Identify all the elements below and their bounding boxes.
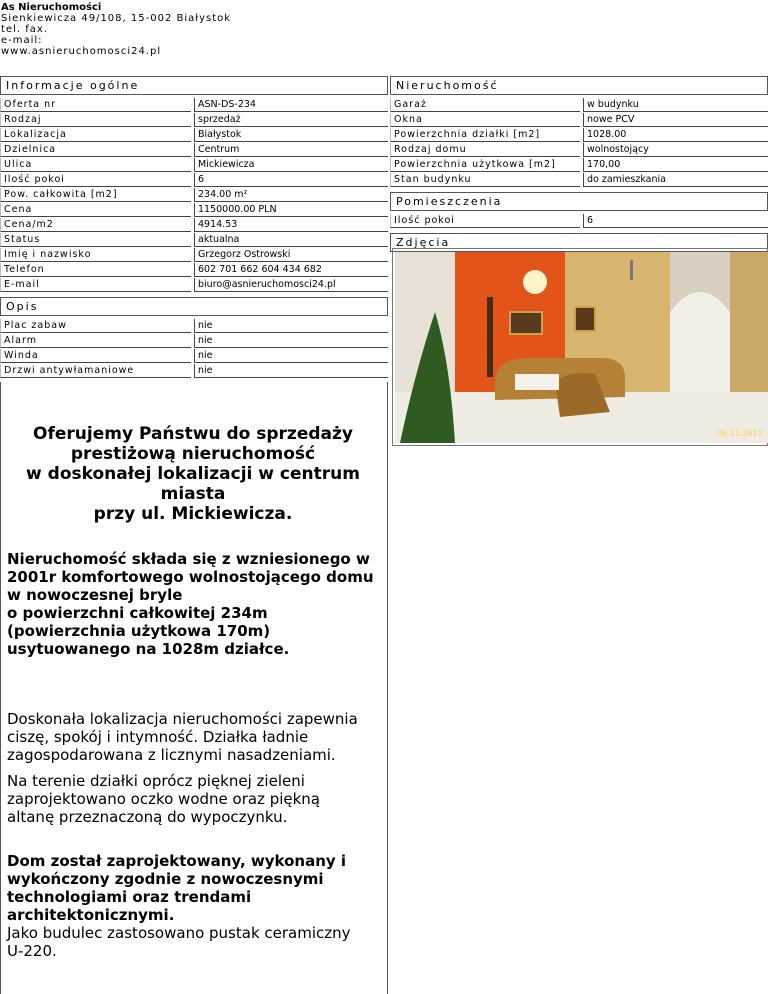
photo-date-stamp: 06.11.2012 — [717, 429, 763, 438]
table-row — [0, 233, 388, 247]
table-row — [0, 278, 388, 292]
headline-line: miasta — [160, 484, 226, 504]
table-row — [0, 364, 388, 378]
table-row — [0, 263, 388, 277]
agency-website[interactable]: www.asnieruchomosci24.pl — [1, 46, 162, 57]
opis-table — [0, 319, 388, 378]
row-label: E-mail — [0, 278, 191, 292]
row-value: 6 — [194, 173, 388, 187]
section-title-rooms: Pomieszczenia — [390, 192, 768, 211]
table-row — [0, 334, 388, 348]
paragraph-line: Doskonała lokalizacja nieruchomości zapewnia — [7, 710, 358, 728]
row-label: Alarm — [0, 334, 191, 348]
paragraph-line: technologiami oraz trendami — [7, 888, 252, 906]
paragraph-line: altanę przeznaczoną do wypoczynku. — [7, 808, 288, 826]
table-row — [0, 188, 388, 202]
row-value: aktualna — [194, 233, 388, 247]
table-row — [390, 113, 768, 127]
row-value: wolnostojący — [583, 143, 768, 157]
paragraph-line: (powierzchnia użytkowa 170m) — [7, 622, 271, 640]
row-label: Ulica — [0, 158, 191, 172]
row-label: Winda — [0, 349, 191, 363]
headline-line: przy ul. Mickiewicza. — [93, 504, 293, 524]
table-row — [0, 248, 388, 262]
description-paragraph-1 — [7, 550, 379, 658]
paragraph-line: 2001r komfortowego wolnostojącego domu — [7, 568, 374, 586]
row-value: 1150000.00 PLN — [194, 203, 388, 217]
row-label: Ilość pokoi — [0, 173, 191, 187]
table-row — [390, 143, 768, 157]
row-value: 4914.53 — [194, 218, 388, 232]
agency-phone: tel. fax. — [1, 24, 48, 35]
agency-name: As Nieruchomości — [1, 2, 102, 13]
table-row — [0, 128, 388, 142]
paragraph-line: U-220. — [7, 942, 57, 960]
photo-frame — [392, 248, 768, 446]
row-label: Drzwi antywłamaniowe — [0, 364, 191, 378]
section-title-photos: Zdjęcia — [390, 233, 768, 252]
general-table — [0, 98, 388, 292]
living-room-photo-illustration — [395, 252, 768, 443]
section-title-opis: Opis — [0, 297, 388, 316]
row-value: 1028.00 — [583, 128, 768, 142]
row-value: w budynku — [583, 98, 768, 112]
rooms-table — [390, 214, 768, 228]
row-value: ASN-DS-234 — [194, 98, 388, 112]
paragraph-line: usytuowanego na 1028m działce. — [7, 640, 290, 658]
paragraph-line: ciszę, spokój i intymność. Działka ładnie — [7, 728, 309, 746]
row-value: nie — [194, 349, 388, 363]
table-row — [0, 319, 388, 333]
property-photo[interactable] — [395, 252, 768, 443]
row-label: Okna — [390, 113, 580, 127]
row-label: Powierzchnia użytkowa [m2] — [390, 158, 580, 172]
row-label: Powierzchnia działki [m2] — [390, 128, 580, 142]
row-value: 6 — [583, 214, 768, 228]
row-label: Telefon — [0, 263, 191, 277]
row-label: Stan budynku — [390, 173, 580, 187]
table-row — [0, 349, 388, 363]
row-label: Cena/m2 — [0, 218, 191, 232]
description-paragraph-4 — [7, 852, 379, 960]
headline-line: prestiżową nieruchomość — [70, 444, 316, 464]
section-title-property: Nieruchomość — [390, 76, 768, 95]
paragraph-line: w nowoczesnej bryle — [7, 586, 183, 604]
row-label: Oferta nr — [0, 98, 191, 112]
paragraph-line: zagospodarowana z licznymi nasadzeniami. — [7, 746, 336, 764]
table-row — [0, 143, 388, 157]
row-label: Imię i nazwisko — [0, 248, 191, 262]
paragraph-line: o powierzchni całkowitej 234m — [7, 604, 268, 622]
property-table — [390, 98, 768, 187]
row-value: Grzegorz Ostrowski — [194, 248, 388, 262]
row-value: Mickiewicza — [194, 158, 388, 172]
paragraph-line: wykończony zgodnie z nowoczesnymi — [7, 870, 324, 888]
agency-address: Sienkiewicza 49/108, 15-002 Białystok — [1, 13, 232, 24]
row-value: 602 701 662 604 434 682 — [194, 263, 388, 277]
table-row — [390, 128, 768, 142]
row-value: Centrum — [194, 143, 388, 157]
paragraph-line: zaprojektowano oczko wodne oraz piękną — [7, 790, 321, 808]
row-value: nowe PCV — [583, 113, 768, 127]
table-row — [390, 158, 768, 172]
description-box — [0, 382, 388, 994]
right-column — [390, 76, 768, 255]
table-row — [0, 218, 388, 232]
paragraph-line: Na terenie działki oprócz pięknej zieleni — [7, 772, 305, 790]
row-label: Plac zabaw — [0, 319, 191, 333]
left-column — [0, 76, 388, 379]
description-paragraph-3 — [7, 772, 379, 826]
row-label: Lokalizacja — [0, 128, 191, 142]
agency-email: e-mail: — [1, 35, 43, 46]
table-row — [390, 214, 768, 228]
paragraph-line: architektonicznymi. — [7, 906, 175, 924]
row-label: Ilość pokoi — [390, 214, 580, 228]
description-paragraph-2 — [7, 710, 379, 764]
row-value[interactable]: biuro@asnieruchomosci24.pl — [194, 278, 388, 292]
table-row — [0, 113, 388, 127]
row-label: Cena — [0, 203, 191, 217]
row-label: Rodzaj domu — [390, 143, 580, 157]
row-value: 234.00 m² — [194, 188, 388, 202]
headline-line: Oferujemy Państwu do sprzedaży — [33, 424, 353, 444]
row-value: nie — [194, 334, 388, 348]
table-row — [0, 158, 388, 172]
row-label: Dzielnica — [0, 143, 191, 157]
row-value: sprzedaż — [194, 113, 388, 127]
description-headline — [7, 424, 379, 524]
row-label: Rodzaj — [0, 113, 191, 127]
row-value: 170,00 — [583, 158, 768, 172]
table-row — [390, 98, 768, 112]
row-value: do zamieszkania — [583, 173, 768, 187]
paragraph-line: Dom został zaprojektowany, wykonany i — [7, 852, 347, 870]
table-row — [390, 173, 768, 187]
paragraph-line: Jako budulec zastosowano pustak ceramiczny — [7, 924, 351, 942]
section-title-general: Informacje ogólne — [0, 76, 388, 95]
row-label: Garaż — [390, 98, 580, 112]
table-row — [0, 98, 388, 112]
paragraph-line: Nieruchomość składa się z wzniesionego w — [7, 550, 370, 568]
headline-line: w doskonałej lokalizacji w centrum — [26, 464, 360, 484]
table-row — [0, 203, 388, 217]
agency-header — [1, 2, 231, 57]
table-row — [0, 173, 388, 187]
row-label: Pow. całkowita [m2] — [0, 188, 191, 202]
row-value: nie — [194, 319, 388, 333]
row-label: Status — [0, 233, 191, 247]
row-value: nie — [194, 364, 388, 378]
row-value: Białystok — [194, 128, 388, 142]
